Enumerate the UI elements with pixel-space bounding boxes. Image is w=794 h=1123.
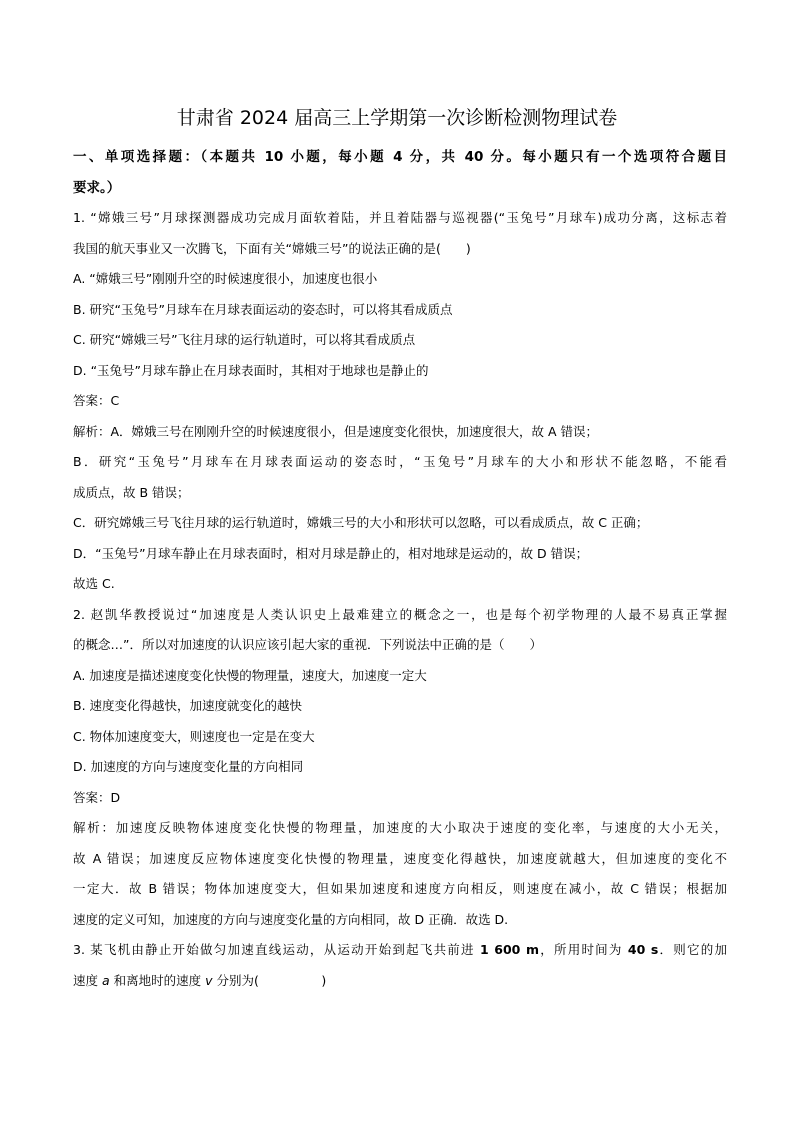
q2-analysis-line4: 速度的定义可知，加速度的方向与速度变化量的方向相同，故 D 正确．故选 D. <box>73 911 509 927</box>
q1-stem-line1: 1. “嫦娥三号”月球探测器成功完成月面软着陆，并且着陆器与巡视器(“玉兔号”月球车)成功分离，这标志着 <box>73 210 727 225</box>
q3-stem-line1-pre: 3. 某飞机由静止开始做匀加速直线运动，从运动开始到起飞共前进 <box>73 942 480 957</box>
q3-distance: 1 600 m <box>480 942 539 957</box>
q1-analysis-line4: C．研究嫦娥三号飞往月球的运行轨道时，嫦娥三号的大小和形状可以忽略，可以看成质点，故 C 正确； <box>73 515 649 530</box>
q2-analysis-line1: 解析：加速度反映物体速度变化快慢的物理量，加速度的大小取决于速度的变化率，与速度的大小无关， <box>73 820 727 835</box>
q3-symbol-v: v <box>205 972 213 988</box>
q1-option-a: A. “嫦娥三号”刚刚升空的时候速度很小，加速度也很小 <box>73 271 378 286</box>
q2-option-a: A. 加速度是描述速度变化快慢的物理量，速度大，加速度一定大 <box>73 667 427 683</box>
q1-answer: 答案：C <box>73 393 120 408</box>
q2-stem-line2: 的概念…”．所以对加速度的认识应该引起大家的重视．下列说法中正确的是（ ） <box>73 637 542 652</box>
q3-symbol-a: a <box>101 972 110 988</box>
page-title: 甘肃省 2024 届高三上学期第一次诊断检测物理试卷 <box>176 107 618 129</box>
q3-stem-line1 <box>73 935 727 966</box>
q1-analysis-line2: B．研究“玉兔号”月球车在月球表面运动的姿态时，“玉兔号”月球车的大小和形状不能忽略，不能看 <box>73 454 727 469</box>
q3-stem-line1-post: ．则它的加 <box>658 942 727 957</box>
q2-analysis-line2: 故 A 错误；加速度反应物体速度变化快慢的物理量，速度变化得越快，加速度就越大，但加速度的变化不 <box>73 850 727 866</box>
q3-stem-line2 <box>73 966 727 997</box>
q1-option-b: B. 研究“玉兔号”月球车在月球表面运动的姿态时，可以将其看成质点 <box>73 301 453 317</box>
q1-analysis-line1: 解析：A．嫦娥三号在刚刚升空的时候速度很小，但是速度变化很快，加速度很大，故 A 错误； <box>73 423 599 439</box>
q2-option-c: C. 物体加速度变大，则速度也一定是在变大 <box>73 728 315 744</box>
q3-time: 40 s <box>627 942 659 957</box>
q2-option-b: B. 速度变化得越快，加速度就变化的越快 <box>73 698 303 713</box>
q3-stem-line2-post: 分别为( ) <box>212 972 327 988</box>
exam-body <box>73 142 727 996</box>
q3-stem-line2-pre: 速度 <box>73 972 102 988</box>
q3-stem-line2-mid: 和离地时的速度 <box>109 972 206 988</box>
q2-stem-line1: 2. 赵凯华教授说过“加速度是人类认识史上最难建立的概念之一，也是每个初学物理的人最不易真正掌握 <box>73 606 727 622</box>
section-heading-line1: 一、单项选择题：（本题共 10 小题，每小题 4 分，共 40 分。每小题只有一个选项符合题目 <box>73 149 727 165</box>
q2-option-d: D. 加速度的方向与速度变化量的方向相同 <box>73 759 304 774</box>
q2-answer: 答案：D <box>73 789 121 805</box>
q1-option-d: D. “玉兔号”月球车静止在月球表面时，其相对于地球也是静止的 <box>73 362 429 378</box>
q1-analysis-line5: D．“玉兔号”月球车静止在月球表面时，相对月球是静止的，相对地球是运动的，故 D 错误； <box>73 545 589 561</box>
q2-analysis-line3: 一定大．故 B 错误；物体加速度变大，但如果加速度和速度方向相反，则速度在减小，故 C 错误；根据加 <box>73 881 727 896</box>
q1-option-c: C. 研究“嫦娥三号”飞往月球的运行轨道时，可以将其看成质点 <box>73 332 416 347</box>
q3-stem-line1-mid: ，所用时间为 <box>539 942 628 957</box>
section-heading-line2: 要求。） <box>73 179 121 196</box>
q1-conclusion: 故选 C. <box>73 576 115 591</box>
q1-stem-line2: 我国的航天事业又一次腾飞，下面有关“嫦娥三号”的说法正确的是( ) <box>73 240 471 256</box>
q1-analysis-line3: 成质点，故 B 错误； <box>73 484 190 500</box>
